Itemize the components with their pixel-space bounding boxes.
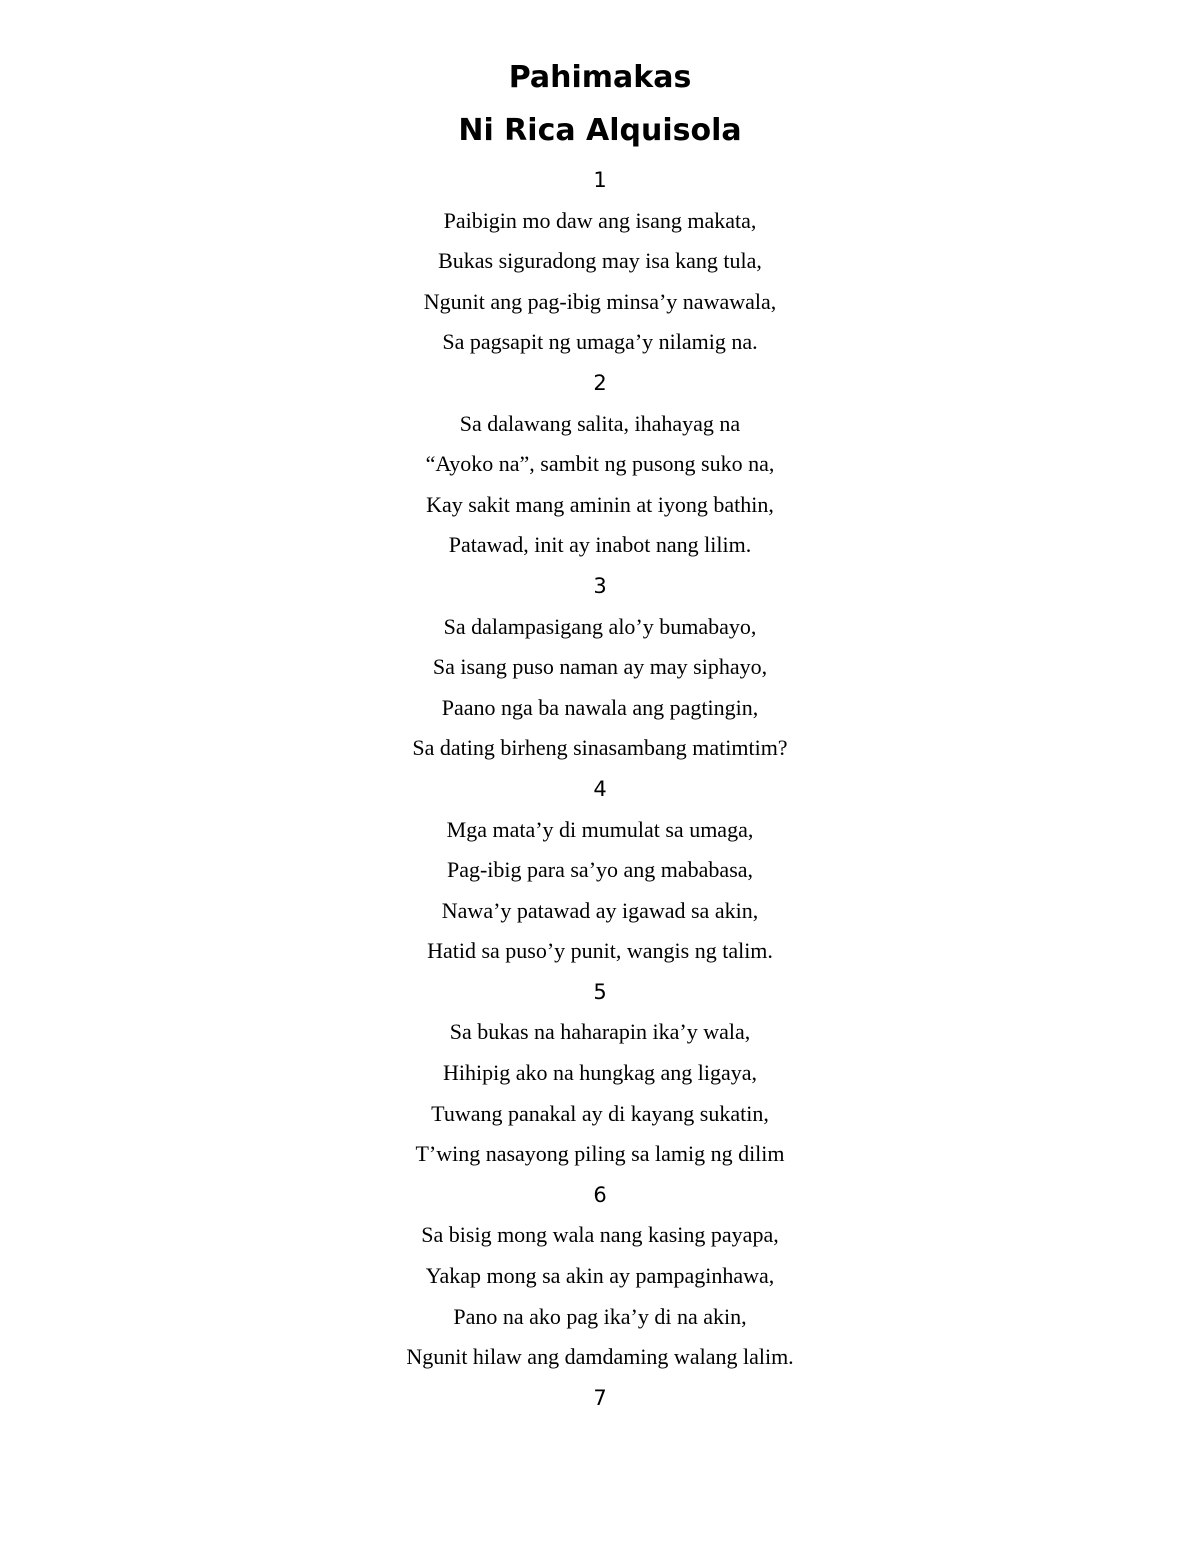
poem-line: Kay sakit mang aminin at iyong bathin, — [426, 491, 774, 517]
poem-line: “Ayoko na”, sambit ng pusong suko na, — [425, 451, 775, 477]
poem-line: Sa dalawang salita, ihahayag na — [459, 410, 741, 436]
poem-line: Pano na ako pag ika’y di na akin, — [453, 1303, 747, 1329]
poem-line: Yakap mong sa akin ay pampaginhawa, — [425, 1263, 775, 1289]
stanza — [0, 769, 1200, 972]
poem-line: Nawa’y patawad ay igawad sa akin, — [441, 897, 759, 923]
stanza-number: 2 — [593, 370, 607, 395]
stanza-number: 7 — [593, 1385, 607, 1410]
poem-line: Sa bisig mong wala nang kasing payapa, — [421, 1222, 779, 1248]
poem-line: Sa dating birheng sinasambang matimtim? — [412, 735, 788, 761]
poem-line: Ngunit hilaw ang damdaming walang lalim. — [406, 1344, 794, 1370]
stanza — [0, 566, 1200, 769]
stanza — [0, 1378, 1200, 1419]
poem-body — [0, 160, 1200, 1418]
stanza — [0, 363, 1200, 566]
stanza-number: 6 — [593, 1182, 607, 1207]
poem-line: Pag-ibig para sa’yo ang mababasa, — [446, 857, 754, 883]
stanza — [0, 160, 1200, 363]
poem-line: Mga mata’y di mumulat sa umaga, — [446, 816, 754, 842]
poem-line: Patawad, init ay inabot nang lilim. — [448, 532, 752, 558]
stanza-number: 5 — [593, 979, 607, 1004]
poem-line: Bukas siguradong may isa kang tula, — [438, 248, 762, 274]
stanza-number: 1 — [593, 168, 607, 192]
poem-line: Ngunit ang pag-ibig minsa’y nawawala, — [423, 288, 777, 314]
stanza — [0, 1175, 1200, 1378]
poem-author: Ni Rica Alquisola — [458, 113, 742, 148]
poem-line: Sa pagsapit ng umaga’y nilamig na. — [442, 329, 758, 355]
poem-line: Sa isang puso naman ay may siphayo, — [432, 654, 768, 680]
poem-line: T’wing nasayong piling sa lamig ng dilim — [415, 1141, 785, 1167]
poem-line: Tuwang panakal ay di kayang sukatin, — [431, 1100, 769, 1126]
stanza-number: 4 — [593, 776, 607, 801]
poem-line: Paano nga ba nawala ang pagtingin, — [441, 694, 759, 720]
stanza-number: 3 — [593, 573, 607, 598]
poem-line: Hatid sa puso’y punit, wangis ng talim. — [427, 938, 773, 964]
poem-title: Pahimakas — [508, 60, 692, 95]
stanza — [0, 972, 1200, 1175]
poem-line: Hihipig ako na hungkag ang ligaya, — [442, 1060, 758, 1086]
poem-line: Sa bukas na haharapin ika’y wala, — [449, 1019, 751, 1045]
poem-line: Paibigin mo daw ang isang makata, — [443, 207, 757, 233]
poem-line: Sa dalampasigang alo’y bumabayo, — [443, 613, 757, 639]
